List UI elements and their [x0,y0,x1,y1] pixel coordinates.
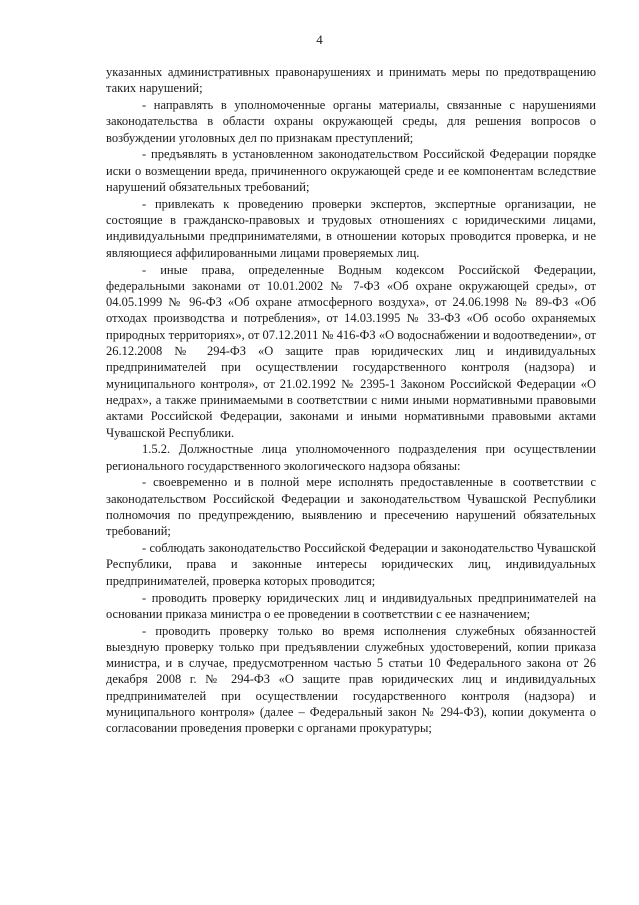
paragraph: - проводить проверку юридических лиц и индивидуальных предпринимателей на основании приказа министра о ее проведении в соответствии с ее назначением; [106,590,596,621]
paragraph: 1.5.2. Должностные лица уполномоченного подразделения при осуществлении регионального государственного экологического надзора обязаны: [106,442,596,473]
paragraph: - направлять в уполномоченные органы материалы, связанные с нарушениями законодательства в области охраны окружающей среды, для решения вопросов о возбуждении уголовных дел по признакам преступлений; [106,98,596,145]
paragraph: - соблюдать законодательство Российской Федерации и законодательство Чувашской Республики, права и законные интересы юридических лиц, индивидуальных предпринимателей, проверка которых проводится; [106,541,596,588]
paragraph: - предъявлять в установленном законодательством Российской Федерации порядке иски о возмещении вреда, причиненного окружающей среде и ее компонентам вследствие нарушений обязательных требований; [106,147,596,195]
paragraph: - проводить проверку только во время исполнения служебных обязанностей выездную проверку только при предъявлении служебных удостоверений, копии приказа министра, и в случае, предусмотренном частью 5 статьи 10 Федерального закона от 26 декабря 2008 г. № 294-ФЗ «О защите прав юридических лиц и индивидуальных предпринимателей при осуществлении государственного контроля (надзора) и муниципального контроля» (далее – Федеральный закон № 294-ФЗ), копии документа о согласовании проведения проверки с органами прокуратуры; [106,623,596,736]
document-body [106,64,596,737]
paragraph: - своевременно и в полной мере исполнять предоставленные в соответствии с законодательством Российской Федерации и законодательством Чувашской Республики полномочия по предупреждению, выявлению и пресечению нарушений обязательных требований; [106,475,596,539]
paragraph: - иные права, определенные Водным кодексом Российской Федерации, федеральными законами от 10.01.2002 № 7-ФЗ «Об охране окружающей среды», от 04.05.1999 № 96-ФЗ «Об охране атмосферного воздуха», от 24.06.1998 № 89-ФЗ «Об отходах производства и потребления», от 14.03.1995 № 33-ФЗ «Об особо охраняемых природных территориях», от 07.12.2011 № 416-ФЗ «О водоснабжении и водоотведении», от 26.12.2008 № 294-ФЗ «О защите прав юридических лиц и индивидуальных предпринимателей при осуществлении государственного контроля (надзора) и муниципального контроля», от 21.02.1992 № 2395-1 Законом Российской Федерации «О недрах», а также принимаемыми в соответствии с ними иными нормативными правовыми актами Российской Федерации, законами и иными нормативными правовыми актами Чувашской Республики. [106,262,596,440]
page-number: 4 [316,32,323,47]
paragraph: - привлекать к проведению проверки экспертов, экспертные организации, не состоящие в гражданско-правовых и трудовых отношениях с юридическими лицами, индивидуальными предпринимателями, в отношении которых проводится проверка, и не являющиеся аффилированными лицами проверяемых лиц. [106,196,596,260]
paragraph: указанных административных правонарушениях и принимать меры по предотвращению таких нарушений; [106,65,596,96]
